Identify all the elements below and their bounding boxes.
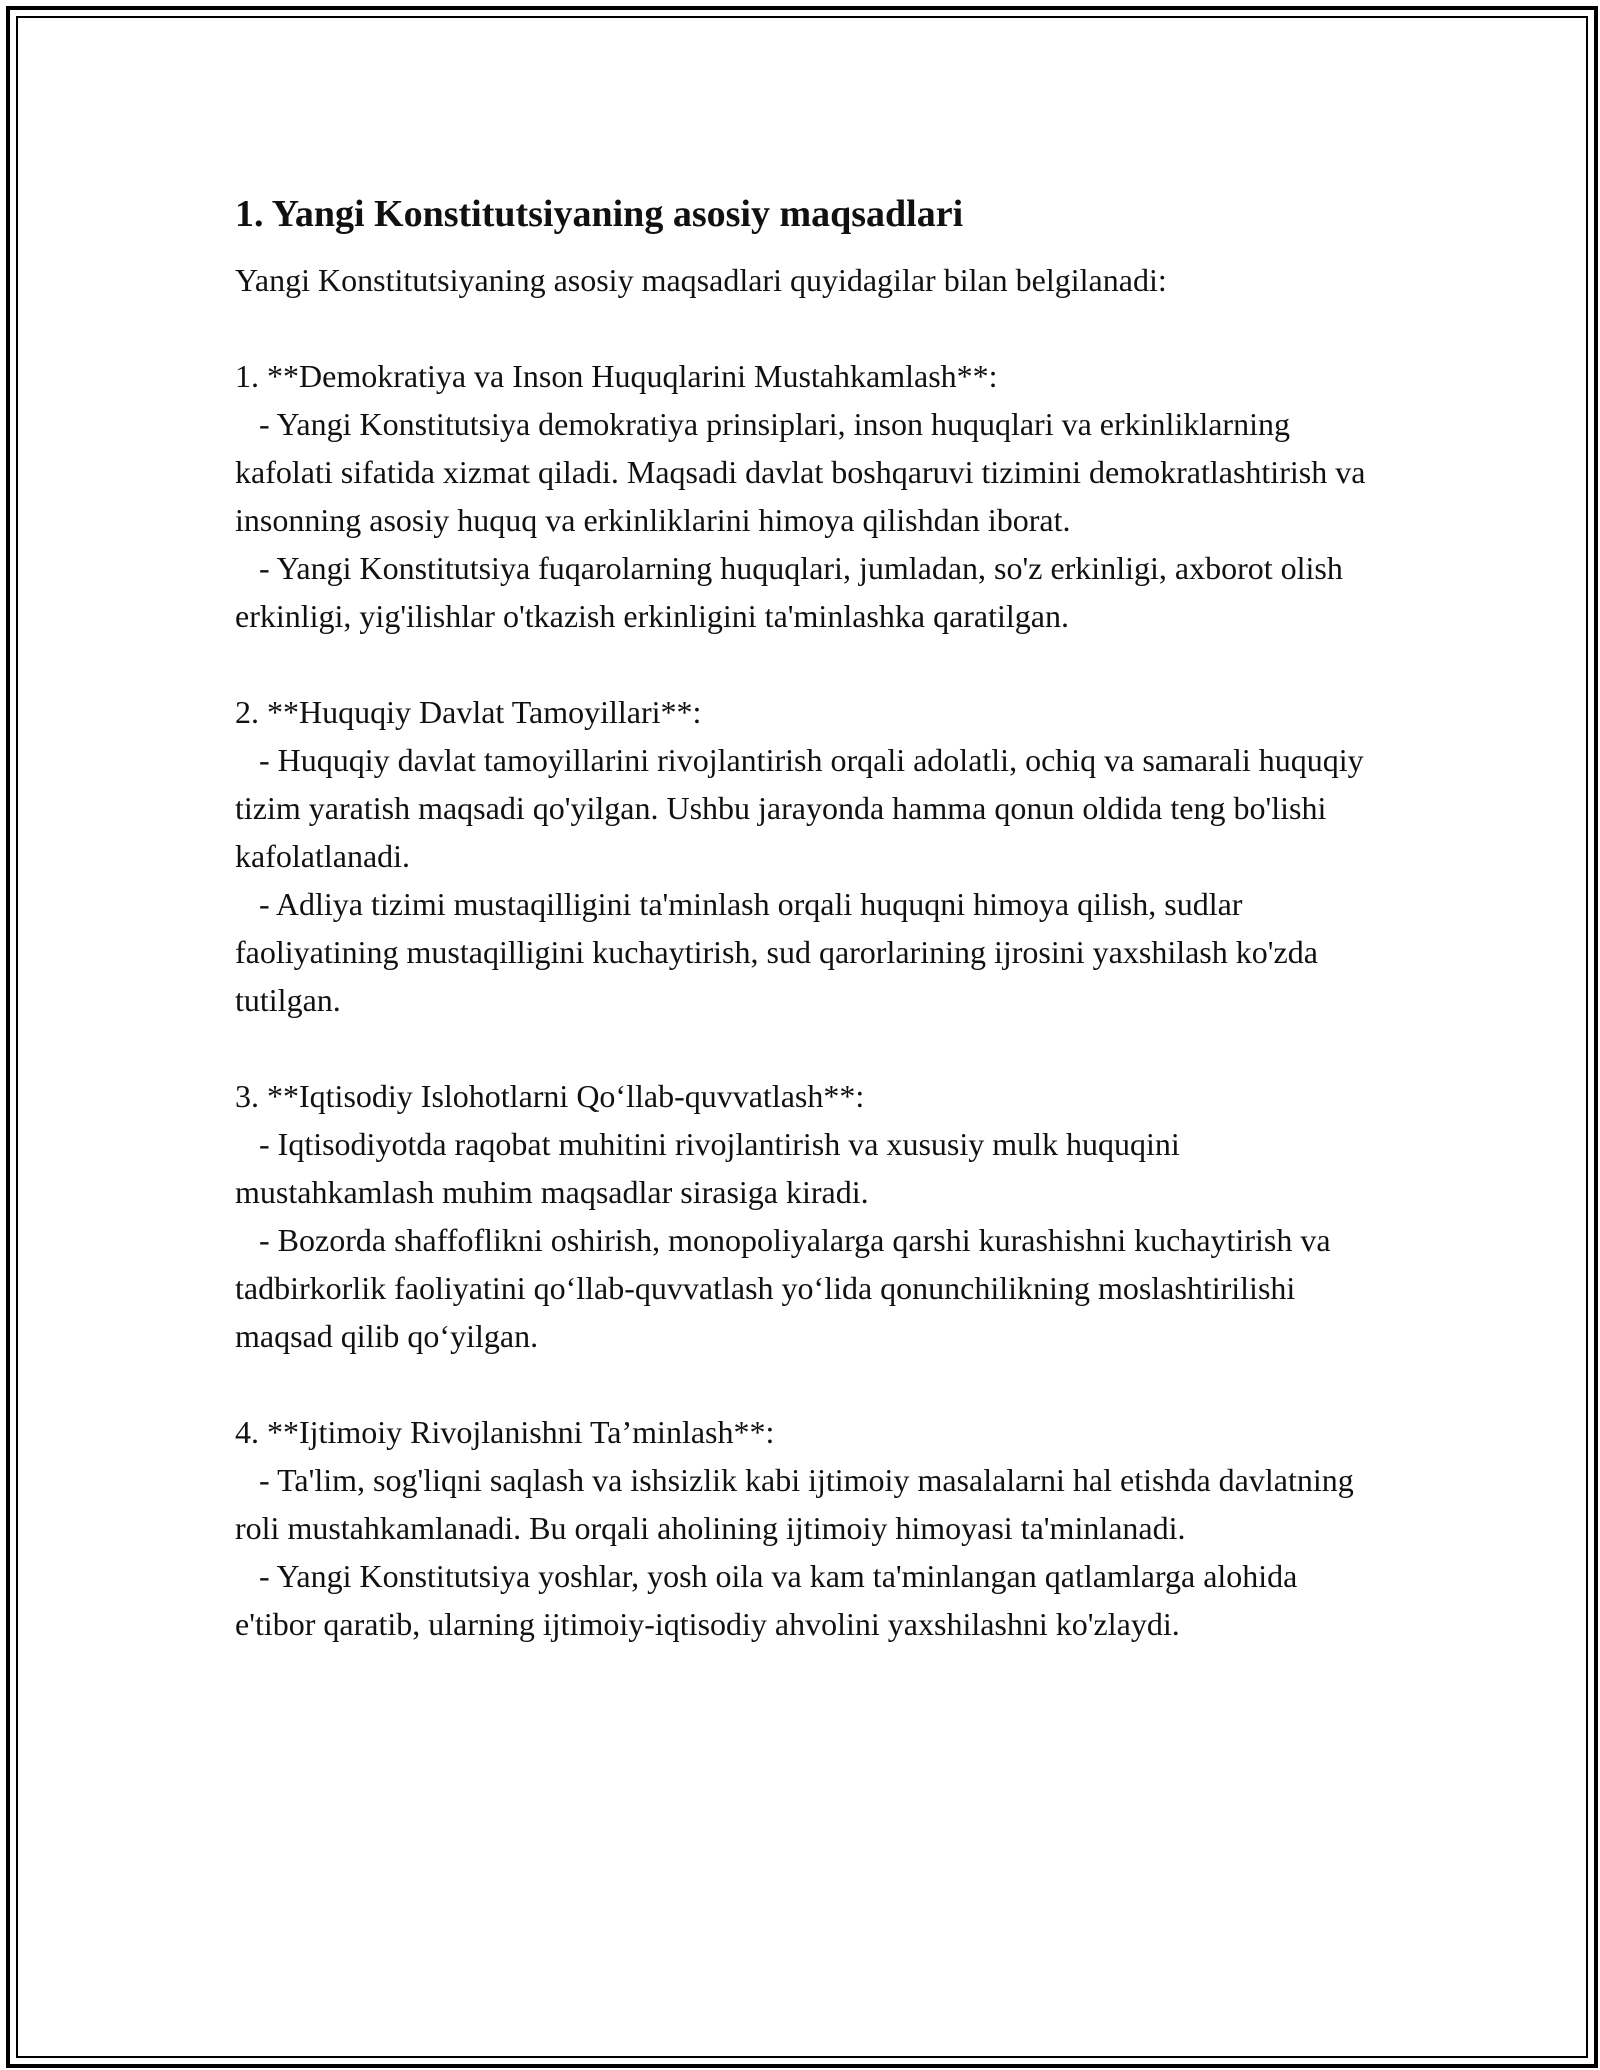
section-bullet: - Iqtisodiyotda raqobat muhitini rivojlantirish va xususiy mulk huquqini mustahkamlash muhim maqsadlar sirasiga kiradi. (235, 1126, 1188, 1210)
document-title: 1. Yangi Konstitutsiyaning asosiy maqsadlari (235, 193, 964, 235)
section-bullet: - Yangi Konstitutsiya demokratiya prinsiplari, inson huquqlari va erkinliklarning kafolati sifatida xizmat qiladi. Maqsadi davlat boshqaruvi tizimini demokratlashtirish va insonning asosiy huquq va erkinliklarini himoya qilishdan iborat. (235, 406, 1374, 538)
section-bullet: - Bozorda shaffoflikni oshirish, monopoliyalarga qarshi kurashishni kuchaytirish va tadbirkorlik faoliyatini qo‘llab-quvvatlash yo‘lida qonunchilikning moslashtirilishi maqsad qilib qo‘yilgan. (235, 1222, 1339, 1354)
document-body (235, 186, 1375, 1648)
section-bullet: - Adliya tizimi mustaqilligini ta'minlash orqali huquqni himoya qilish, sudlar faoliyatining mustaqilligini kuchaytirish, sud qarorlarining ijrosini yaxshilash ko'zda tutilgan. (235, 886, 1326, 1018)
section-bullet: - Yangi Konstitutsiya yoshlar, yosh oila va kam ta'minlangan qatlamlarga alohida e'tibor qaratib, ularning ijtimoiy-iqtisodiy ahvolini yaxshilashni ko'zlaydi. (235, 1558, 1306, 1642)
section-rule-of-law (235, 688, 1375, 1024)
section-democracy (235, 352, 1375, 640)
section-bullet: - Ta'lim, sog'liqni saqlash va ishsizlik kabi ijtimoiy masalalarni hal etishda davlatning roli mustahkamlanadi. Bu orqali aholining ijtimoiy himoyasi ta'minlanadi. (235, 1462, 1362, 1546)
section-heading: 2. **Huquqiy Davlat Tamoyillari**: (235, 694, 702, 730)
section-economic-reforms (235, 1072, 1375, 1360)
section-bullet: - Huquqiy davlat tamoyillarini rivojlantirish orqali adolatli, ochiq va samarali huquqiy tizim yaratish maqsadi qo'yilgan. Ushbu jarayonda hamma qonun oldida teng bo'lishi kafolatlanadi. (235, 742, 1372, 874)
section-bullet: - Yangi Konstitutsiya fuqarolarning huquqlari, jumladan, so'z erkinligi, axborot olish erkinligi, yig'ilishlar o'tkazish erkinligini ta'minlashka qaratilgan. (235, 550, 1351, 634)
section-heading: 4. **Ijtimoiy Rivojlanishni Ta’minlash**: (235, 1414, 775, 1450)
section-heading: 3. **Iqtisodiy Islohotlarni Qo‘llab-quvvatlash**: (235, 1078, 865, 1114)
section-heading: 1. **Demokratiya va Inson Huquqlarini Mustahkamlash**: (235, 358, 998, 394)
intro-paragraph: Yangi Konstitutsiyaning asosiy maqsadlari quyidagilar bilan belgilanadi: (235, 262, 1167, 298)
section-social-development (235, 1408, 1375, 1648)
